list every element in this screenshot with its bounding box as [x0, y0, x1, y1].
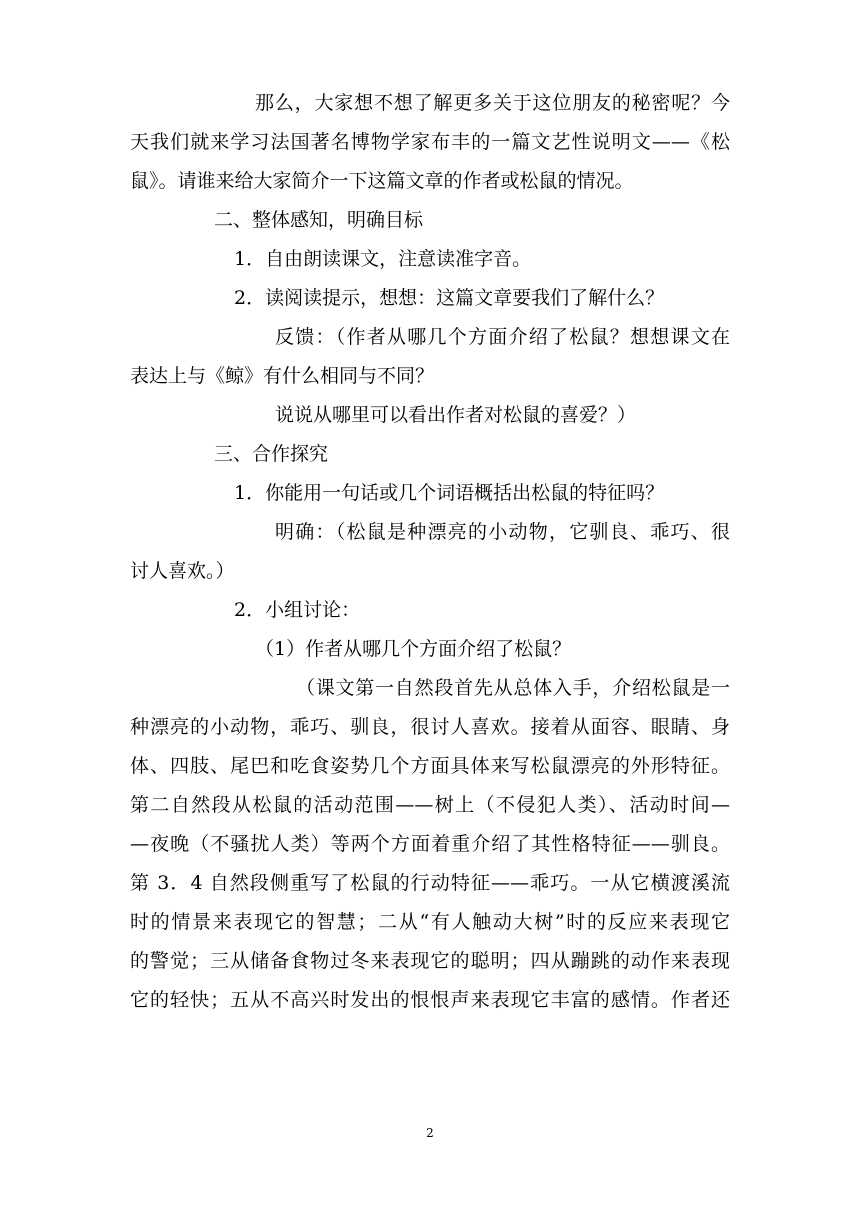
text-line: 第 3．4 自然段侧重写了松鼠的行动特征——乖巧。一从它横渡溪流 — [130, 872, 730, 894]
text-line: 体、四肢、尾巴和吃食姿势几个方面具体来写松鼠漂亮的外形特征。 — [130, 755, 730, 777]
page-number: 2 — [426, 1126, 434, 1140]
text-line: 2．小组讨论： — [234, 599, 361, 621]
text-line: —夜晚（不骚扰人类）等两个方面着重介绍了其性格特征——驯良。 — [130, 833, 730, 855]
text-line: 三、合作探究 — [214, 443, 329, 465]
body-text — [130, 84, 730, 1020]
text-line: 那么，大家想不想了解更多关于这位朋友的秘密呢？今 — [255, 92, 730, 114]
text-line: （课文第一自然段首先从总体入手，介绍松鼠是一 — [296, 677, 730, 699]
text-line: 1．你能用一句话或几个词语概括出松鼠的特征吗？ — [234, 482, 665, 504]
text-line: 天我们就来学习法国著名博物学家布丰的一篇文艺性说明文——《松 — [130, 131, 730, 153]
text-line: 的警觉；三从储备食物过冬来表现它的聪明；四从蹦跳的动作来表现 — [130, 950, 730, 972]
text-line: 明确：（松鼠是种漂亮的小动物，它驯良、乖巧、很 — [275, 521, 730, 543]
text-line: 讨人喜欢。） — [130, 560, 235, 582]
text-line: 时的情景来表现它的智慧；二从“有人触动大树”时的反应来表现它 — [130, 911, 730, 933]
text-line: 表达上与《鲸》有什么相同与不同？ — [130, 365, 435, 387]
text-line: 种漂亮的小动物，乖巧、驯良，很讨人喜欢。接着从面容、眼睛、身 — [130, 716, 730, 738]
text-line: 第二自然段从松鼠的活动范围——树上（不侵犯人类）、活动时间— — [130, 794, 730, 816]
text-line: 2．读阅读提示，想想：这篇文章要我们了解什么？ — [234, 287, 665, 309]
text-line: 二、整体感知，明确目标 — [214, 209, 424, 231]
text-line: 1．自由朗读课文，注意读准字音。 — [234, 248, 532, 270]
text-line: （1）作者从哪几个方面介绍了松鼠？ — [255, 638, 572, 660]
text-line: 反馈：（作者从哪几个方面介绍了松鼠？想想课文在 — [275, 326, 730, 348]
text-line: 鼠》。请谁来给大家简介一下这篇文章的作者或松鼠的情况。 — [130, 170, 634, 192]
text-line: 说说从哪里可以看出作者对松鼠的喜爱？） — [275, 404, 637, 426]
text-line: 它的轻快；五从不高兴时发出的恨恨声来表现它丰富的感情。作者还 — [130, 989, 730, 1011]
